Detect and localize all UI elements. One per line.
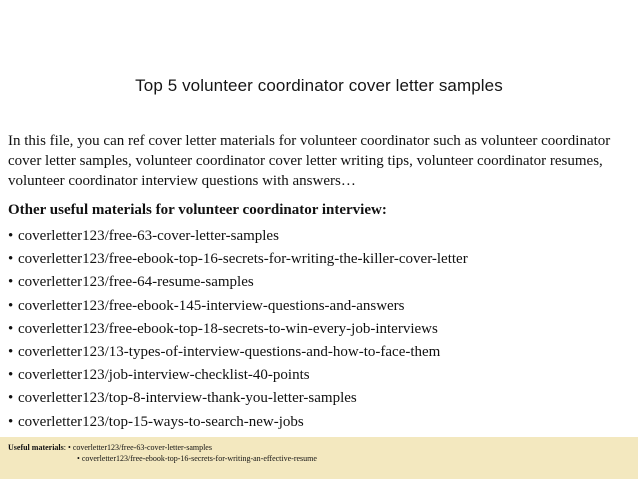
- list-item-text[interactable]: coverletter123/top-8-interview-thank-you-letter-samples: [18, 390, 357, 407]
- list-item[interactable]: [8, 341, 468, 364]
- list-item-text[interactable]: coverletter123/13-types-of-interview-questions-and-how-to-face-them: [18, 344, 441, 361]
- intro-paragraph: In this file, you can ref cover letter materials for volunteer coordinator such as volunteer coordinator cover letter samples, volunteer coordinator cover letter writing tips, volunteer coordinator resumes, volunteer coordinator interview questions with answers…: [8, 133, 611, 189]
- list-item[interactable]: [8, 364, 468, 387]
- bullet-icon: •: [8, 228, 14, 244]
- list-item-text[interactable]: coverletter123/free-ebook-top-18-secrets-to-win-every-job-interviews: [18, 320, 438, 337]
- footer-link[interactable]: coverletter123/free-ebook-top-16-secrets-for-writing-an-effective-resume: [81, 454, 317, 463]
- list-item[interactable]: [8, 248, 468, 271]
- materials-heading: Other useful materials for volunteer coordinator interview:: [8, 202, 387, 218]
- bullet-icon: •: [77, 454, 80, 463]
- list-item-text[interactable]: coverletter123/free-ebook-top-16-secrets-for-writing-the-killer-cover-letter: [18, 251, 468, 268]
- list-item-text[interactable]: coverletter123/free-ebook-145-interview-questions-and-answers: [18, 297, 405, 314]
- footer-link[interactable]: coverletter123/free-63-cover-letter-samples: [72, 443, 212, 452]
- bullet-icon: •: [8, 367, 14, 384]
- bullet-icon: •: [8, 390, 14, 407]
- footer-bar: [0, 437, 638, 479]
- bullet-icon: •: [8, 297, 14, 314]
- list-item-text[interactable]: coverletter123/free-63-cover-letter-samples: [18, 228, 279, 244]
- list-item[interactable]: [8, 271, 468, 294]
- bullet-icon: •: [8, 413, 14, 430]
- footer-row: [8, 443, 212, 453]
- list-item[interactable]: [8, 387, 468, 410]
- bullet-icon: •: [8, 251, 14, 268]
- bullet-icon: •: [8, 320, 14, 337]
- bullet-icon: •: [8, 274, 14, 291]
- list-item-text[interactable]: coverletter123/free-64-resume-samples: [18, 274, 254, 291]
- list-item[interactable]: [8, 295, 468, 318]
- list-item[interactable]: [8, 411, 468, 434]
- list-item-text[interactable]: coverletter123/top-15-ways-to-search-new-jobs: [18, 413, 304, 430]
- list-item[interactable]: [8, 225, 468, 248]
- list-item-text[interactable]: coverletter123/job-interview-checklist-40-points: [18, 367, 310, 384]
- footer-label: Useful materials: [8, 443, 64, 452]
- bullet-icon: •: [68, 443, 71, 452]
- footer-row: [77, 454, 317, 464]
- footer-separator: :: [63, 443, 68, 452]
- bullet-icon: •: [8, 344, 14, 361]
- page-title: Top 5 volunteer coordinator cover letter samples: [135, 76, 503, 95]
- list-item[interactable]: [8, 318, 468, 341]
- materials-list: [8, 225, 468, 434]
